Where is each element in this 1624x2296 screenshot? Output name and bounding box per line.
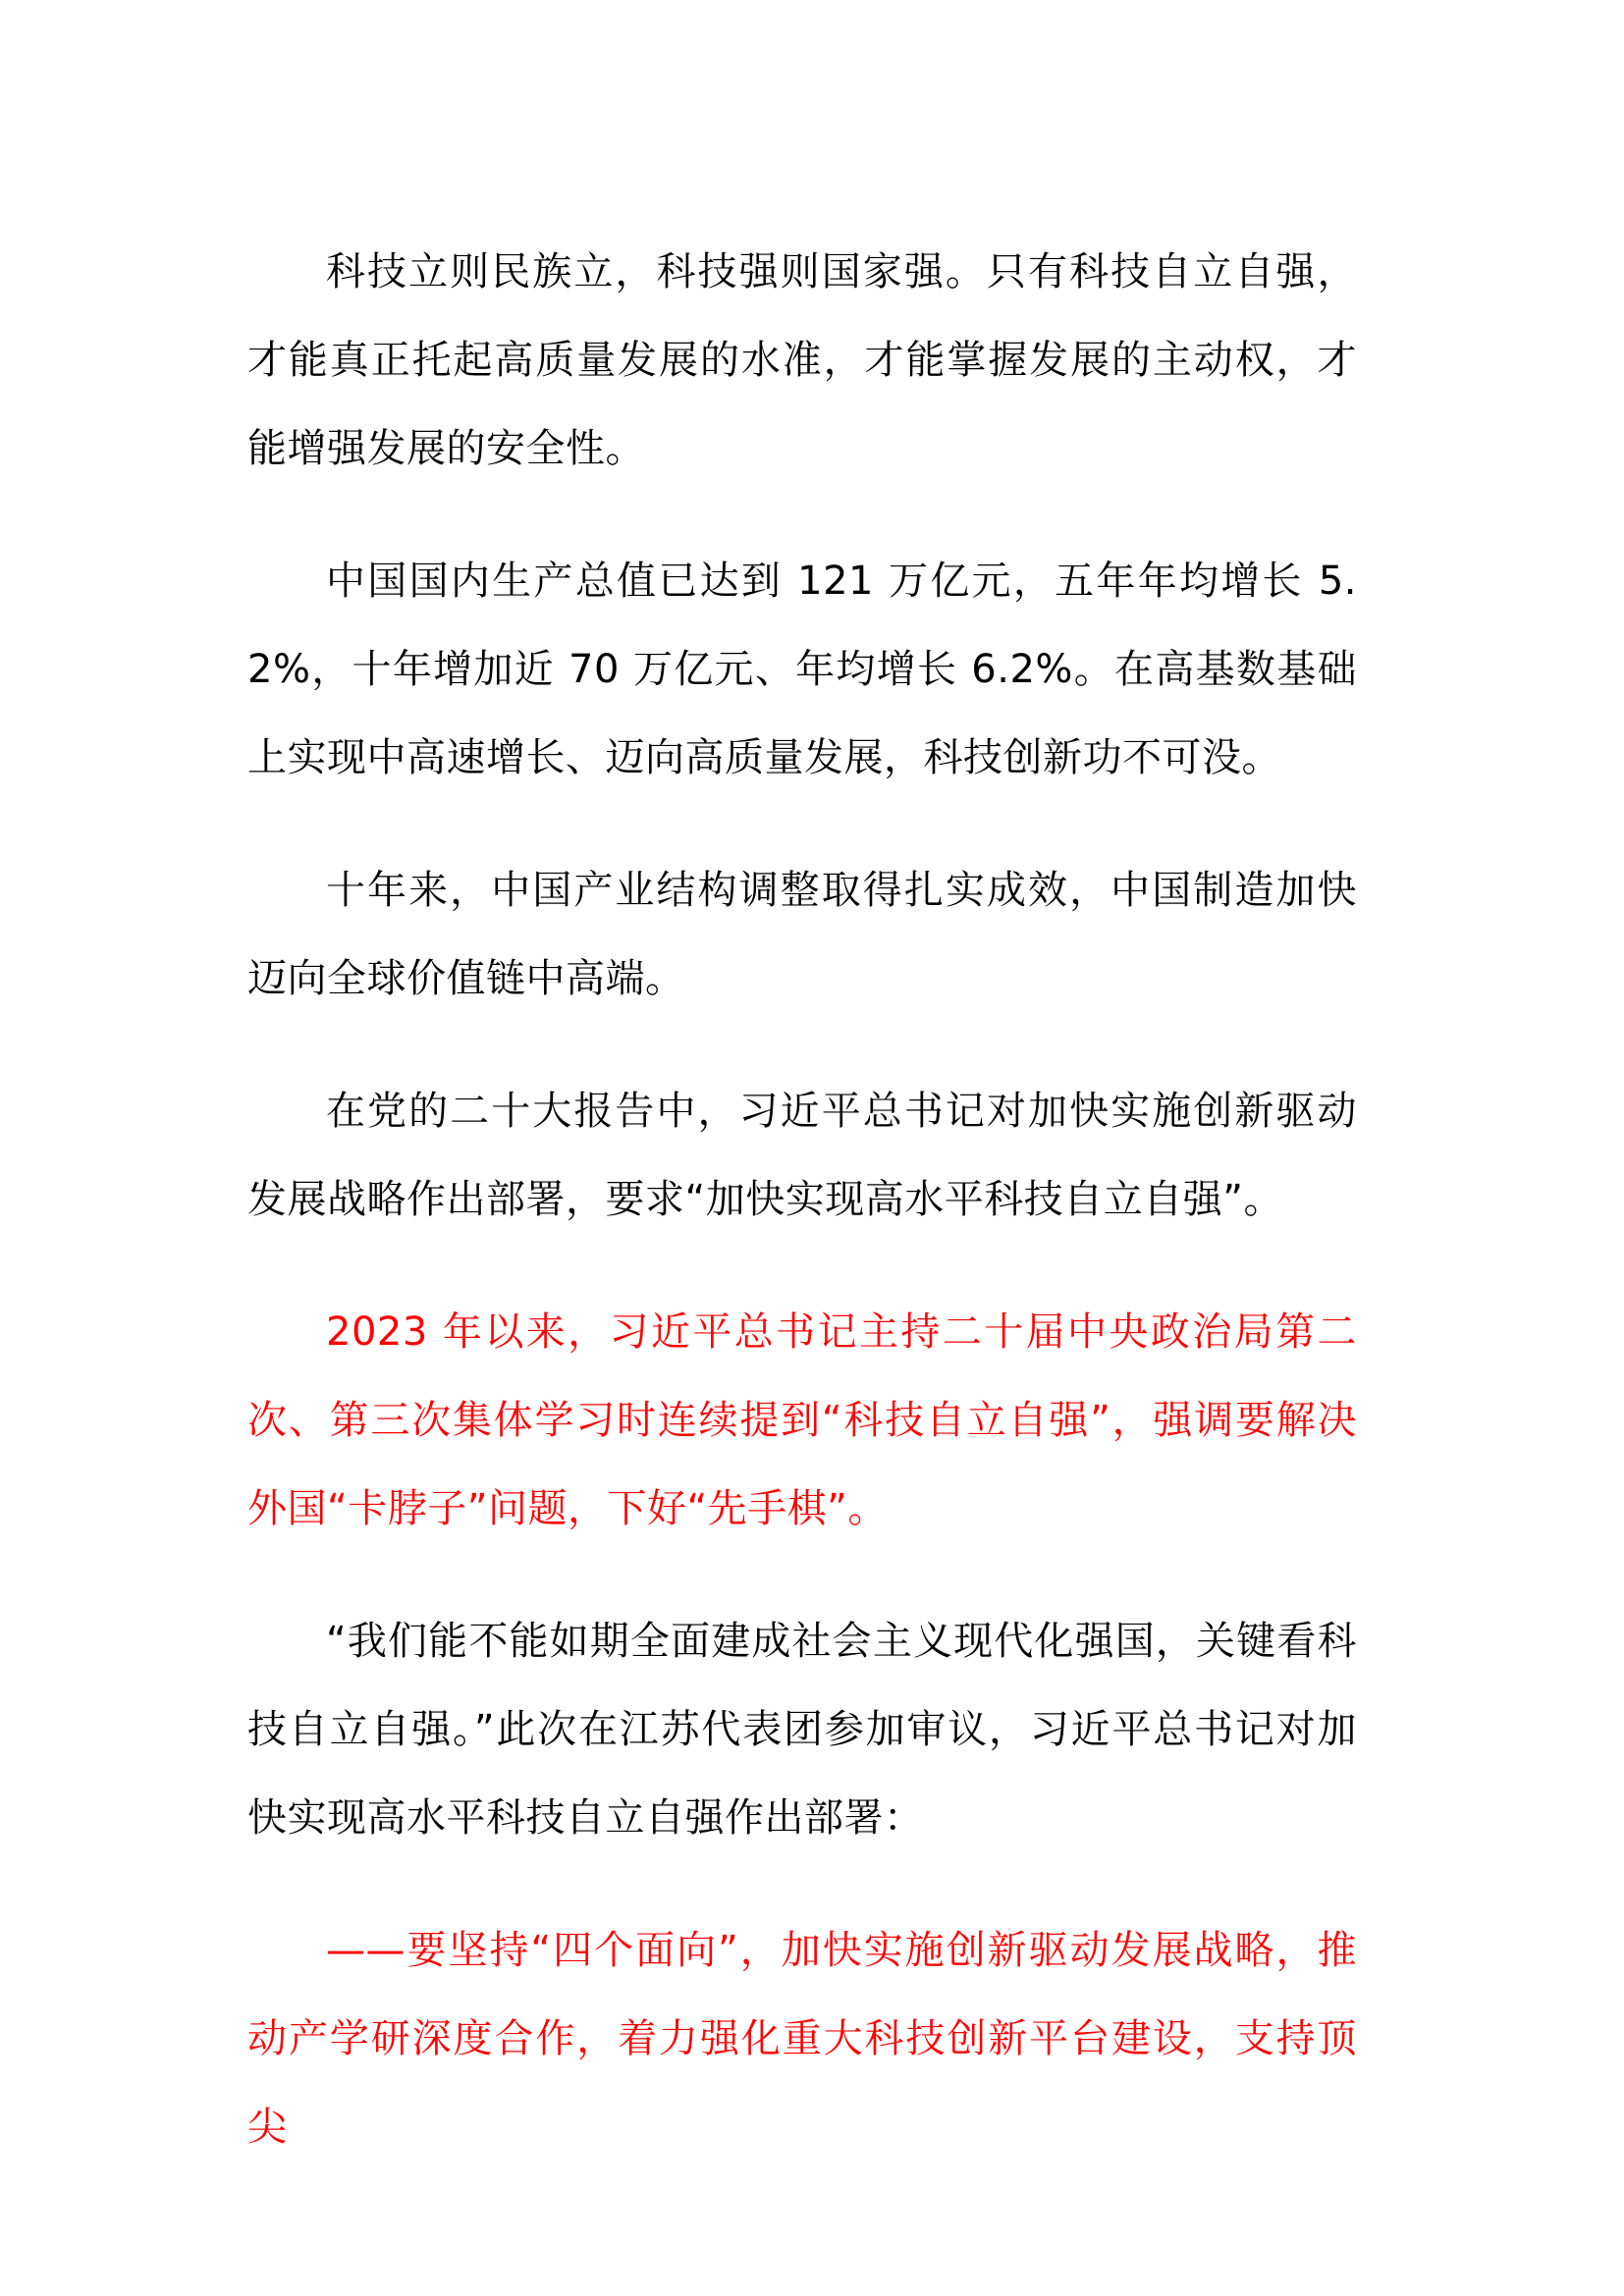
paragraph-politburo-study-highlight: 2023 年以来，习近平总书记主持二十届中央政治局第二次、第三次集体学习时连续提到“科技自立自强”，强调要解决外国“卡脖子”问题，下好“先手棋”。 [247, 1309, 1357, 1531]
paragraph-four-orientations-highlight: ——要坚持“四个面向”，加快实施创新驱动发展战略，推动产学研深度合作，着力强化重大科技创新平台建设，支持顶尖 [247, 1928, 1357, 2150]
paragraph-twentieth-congress-report: 在党的二十大报告中，习近平总书记对加快实施创新驱动发展战略作出部署，要求“加快实现高水平科技自立自强”。 [247, 1089, 1357, 1222]
paragraph-industrial-structure: 十年来，中国产业结构调整取得扎实成效，中国制造加快迈向全球价值链中高端。 [247, 868, 1357, 1001]
paragraph-gdp-growth: 中国国内生产总值已达到 121 万亿元，五年年均增长 5.2%，十年增加近 70 万亿元、年均增长 6.2%。在高基数基础上实现中高速增长、迈向高质量发展，科技创新功不可没。 [247, 559, 1357, 780]
paragraph-tech-strength: 科技立则民族立，科技强则国家强。只有科技自立自强，才能真正托起高质量发展的水准，才能掌握发展的主动权，才能增强发展的安全性。 [247, 249, 1357, 471]
document-body [247, 228, 1357, 2216]
paragraph-jiangsu-delegation-quote: “我们能不能如期全面建成社会主义现代化强国，关键看科技自立自强。”此次在江苏代表团参加审议，习近平总书记对加快实现高水平科技自立自强作出部署： [247, 1619, 1357, 1841]
